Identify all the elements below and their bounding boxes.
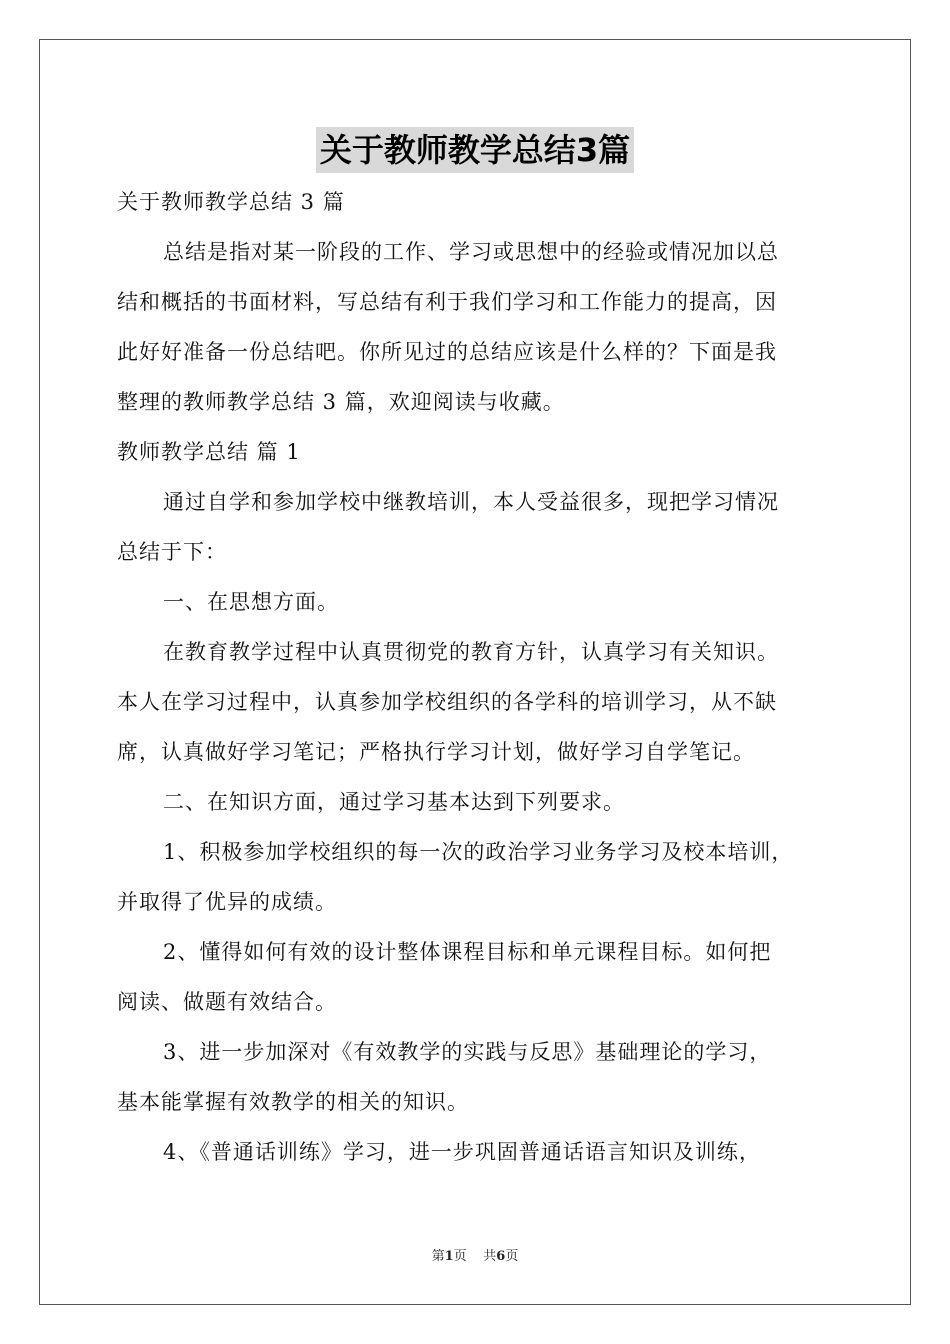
paragraph-line: 结和概括的书面材料，写总结有利于我们学习和工作能力的提高，因 bbox=[117, 290, 777, 314]
paragraph-line: 并取得了优异的成绩。 bbox=[117, 890, 337, 914]
paragraph-line: 2、懂得如何有效的设计整体课程目标和单元课程目标。如何把 bbox=[163, 940, 772, 964]
paragraph-line: 本人在学习过程中，认真参加学校组织的各学科的培训学习，从不缺 bbox=[117, 690, 777, 714]
page-prefix: 第 bbox=[431, 1249, 445, 1264]
paragraph-line: 总结是指对某一阶段的工作、学习或思想中的经验或情况加以总 bbox=[163, 240, 779, 264]
paragraph-line: 在教育教学过程中认真贯彻党的教育方针，认真学习有关知识。 bbox=[163, 640, 779, 664]
paragraph-line: 通过自学和参加学校中继教培训，本人受益很多，现把学习情况 bbox=[163, 490, 779, 514]
paragraph-line: 4、《普通话训练》学习，进一步巩固普通话语言知识及训练， bbox=[163, 1140, 761, 1164]
paragraph-line: 阅读、做题有效结合。 bbox=[117, 990, 337, 1014]
paragraph-line: 基本能掌握有效教学的相关的知识。 bbox=[117, 1090, 469, 1114]
paragraph-line: 二、在知识方面，通过学习基本达到下列要求。 bbox=[163, 790, 625, 814]
page-footer bbox=[0, 1245, 950, 1264]
document-title: 关于教师教学总结3篇 bbox=[316, 127, 634, 173]
page-total: 6 bbox=[496, 1249, 506, 1264]
page-current: 1 bbox=[444, 1249, 454, 1264]
page-suffix: 页 bbox=[453, 1249, 467, 1264]
paragraph-line: 此好好准备一份总结吧。你所见过的总结应该是什么样的？下面是我 bbox=[117, 340, 777, 364]
paragraph-line: 1、积极参加学校组织的每一次的政治学习业务学习及校本培训， bbox=[163, 840, 794, 864]
title-container bbox=[0, 127, 950, 173]
paragraph-line: 3、进一步加深对《有效教学的实践与反思》基础理论的学习， bbox=[163, 1040, 772, 1064]
total-prefix: 共 bbox=[483, 1249, 497, 1264]
subtitle-line: 关于教师教学总结 3 篇 bbox=[117, 190, 345, 214]
total-suffix: 页 bbox=[505, 1249, 519, 1264]
paragraph-line: 席，认真做好学习笔记；严格执行学习计划，做好学习自学笔记。 bbox=[117, 740, 755, 764]
document-body bbox=[117, 177, 847, 1177]
section-heading: 教师教学总结 篇 1 bbox=[117, 440, 301, 464]
paragraph-line: 整理的教师教学总结 3 篇，欢迎阅读与收藏。 bbox=[117, 390, 565, 414]
paragraph-line: 一、在思想方面。 bbox=[163, 590, 339, 614]
paragraph-line: 总结于下： bbox=[117, 540, 227, 564]
